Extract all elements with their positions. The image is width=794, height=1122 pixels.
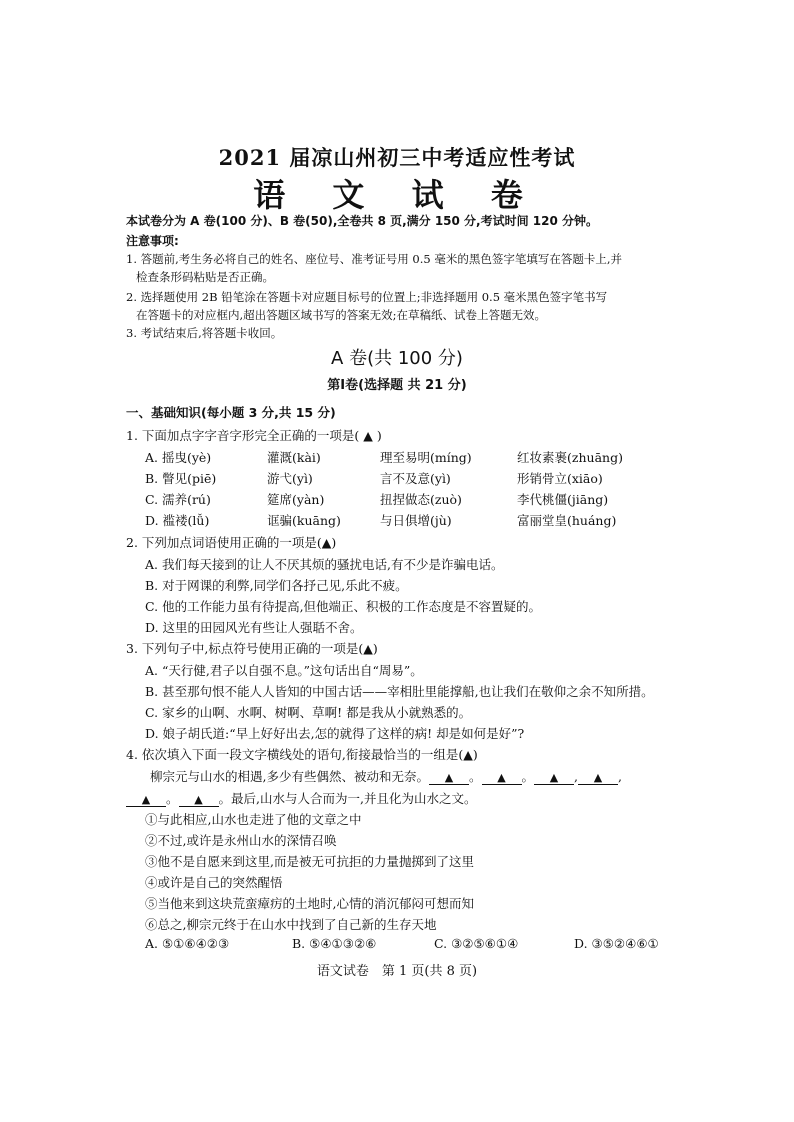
exam-intro: 本试卷分为 A 卷(100 分)、B 卷(50),全卷共 8 页,满分 150 分,考试时间 120 分钟。 xyxy=(126,214,599,228)
note-2-cont: 在答题卡的对应框内,超出答题区域书写的答案无效;在草稿纸、试卷上答题无效。 xyxy=(136,308,547,322)
q4-blank: ▲ xyxy=(578,771,618,785)
note-2-line: 2. 选择题使用 2B 铅笔涂在答题卡对应题目标号的位置上;非选择题用 0.5 毫米黑色签字笔书写 xyxy=(126,290,608,304)
section-i-heading: 第Ⅰ卷(选择题 共 21 分) xyxy=(327,378,467,393)
q4-blank: ▲ xyxy=(126,793,166,807)
q3-stem: 3. 下列句子中,标点符号使用正确的一项是(▲) xyxy=(126,641,378,656)
q1-cell: 诓骗(kuāng) xyxy=(267,513,341,528)
part-1-heading: 一、基础知识(每小题 3 分,共 15 分) xyxy=(126,405,336,420)
q1-cell: 灌溉(kài) xyxy=(267,450,321,465)
q1-cell: 富丽堂皇(huáng) xyxy=(517,513,617,528)
q4-blank: ▲ xyxy=(179,793,219,807)
q4-item-6: ⑥总之,柳宗元终于在山水中找到了自己新的生存天地 xyxy=(145,917,437,932)
q3-option-c: C. 家乡的山啊、水啊、树啊、草啊! 都是我从小就熟悉的。 xyxy=(145,705,472,720)
note-3-line: 3. 考试结束后,将答题卡收回。 xyxy=(126,326,283,340)
q4-blank: ▲ xyxy=(429,771,469,785)
q4-item-1: ①与此相应,山水也走进了他的文章之中 xyxy=(145,812,362,827)
q4-stem: 4. 依次填入下面一段文字横线处的语句,衔接最恰当的一组是(▲) xyxy=(126,747,478,762)
q4-choice-a: A. ⑤①⑥④②③ xyxy=(145,936,230,951)
subject-title: 语 文 试 卷 xyxy=(253,176,541,214)
notes-heading: 注意事项: xyxy=(126,234,179,248)
q1-cell: 理至易明(míng) xyxy=(380,450,472,465)
q4-item-5: ⑤当他来到这块荒蛮瘴疠的土地时,心情的消沉郁闷可想而知 xyxy=(145,896,474,911)
q3-option-a: A. “天行健,君子以自强不息。”这句话出自“周易”。 xyxy=(145,663,423,678)
q4-blank: ▲ xyxy=(534,771,574,785)
q4-paragraph-line-2: ▲ 。 ▲ 。最后,山水与人合而为一,并且化为山水之文。 xyxy=(126,789,476,807)
q4-paragraph-line-1: 柳宗元与山水的相遇,多少有些偶然、被动和无奈。 ▲ 。 ▲ 。 ▲ , ▲ , xyxy=(150,769,622,784)
q4-item-3: ③他不是自愿来到这里,而是被无可抗拒的力量抛掷到了这里 xyxy=(145,854,474,869)
q1-cell: A. 摇曳(yè) xyxy=(145,450,212,465)
q1-cell: 红妆素裹(zhuāng) xyxy=(517,450,623,465)
q1-cell: 形销骨立(xiāo) xyxy=(517,471,603,486)
q2-option-d: D. 这里的田园风光有些让人强聒不舍。 xyxy=(145,620,363,635)
q2-option-a: A. 我们每天接到的让人不厌其烦的骚扰电话,有不少是诈骗电话。 xyxy=(145,557,504,572)
q1-cell: 游弋(yì) xyxy=(267,471,313,486)
note-1-cont: 检查条形码粘贴是否正确。 xyxy=(136,270,274,284)
exam-title: 2021 届凉山州初三中考适应性考试 xyxy=(218,145,576,170)
note-3 xyxy=(126,324,696,342)
q1-cell: 扭捏做态(zuò) xyxy=(380,492,462,507)
q4-choice-c: C. ③②⑤⑥①④ xyxy=(434,936,519,951)
q2-stem: 2. 下列加点词语使用正确的一项是(▲) xyxy=(126,535,337,550)
q1-cell: 李代桃僵(jiāng) xyxy=(517,492,609,507)
q4-choice-b: B. ⑤④①③②⑥ xyxy=(292,936,377,951)
note-1-line: 1. 答题前,考生务必将自己的姓名、座位号、准考证号用 0.5 毫米的黑色签字笔填写在答题卡上,并 xyxy=(126,252,623,266)
q4-blank: ▲ xyxy=(482,771,522,785)
q3-option-d: D. 娘子胡氏道:“早上好好出去,怎的就得了这样的病! 却是如何是好”? xyxy=(145,726,525,741)
note-2 xyxy=(126,288,696,324)
q4-item-4: ④或许是自己的突然醒悟 xyxy=(145,875,283,890)
q4-paragraph-start: 柳宗元与山水的相遇,多少有些偶然、被动和无奈。 xyxy=(150,769,429,784)
q1-cell: 言不及意(yì) xyxy=(380,471,451,486)
q4-choice-d: D. ③⑤②④⑥① xyxy=(574,936,659,951)
q2-option-b: B. 对于网课的利弊,同学们各抒己见,乐此不疲。 xyxy=(145,578,408,593)
q1-stem: 1. 下面加点字字音字形完全正确的一项是( ▲ ) xyxy=(126,428,382,443)
q4-item-2: ②不过,或许是永州山水的深情召唤 xyxy=(145,833,337,848)
q1-cell: C. 濡养(rú) xyxy=(145,492,211,507)
q3-option-b: B. 甚至那句恨不能人人皆知的中国古话——宰相肚里能撑船,也让我们在敬仰之余不知所措。 xyxy=(145,684,654,699)
q1-cell: 与日俱增(jù) xyxy=(380,513,452,528)
q1-cell: B. 瞥见(piē) xyxy=(145,471,217,486)
section-a-heading: A 卷(共 100 分) xyxy=(331,348,463,369)
q4-paragraph-end: 。最后,山水与人合而为一,并且化为山水之文。 xyxy=(218,791,477,806)
page-footer: 语文试卷 第 1 页(共 8 页) xyxy=(316,964,478,979)
q1-cell: D. 褴褛(lǚ) xyxy=(145,513,210,528)
q1-cell: 筵席(yàn) xyxy=(267,492,325,507)
note-1 xyxy=(126,250,696,286)
q2-option-c: C. 他的工作能力虽有待提高,但他端正、积极的工作态度是不容置疑的。 xyxy=(145,599,542,614)
